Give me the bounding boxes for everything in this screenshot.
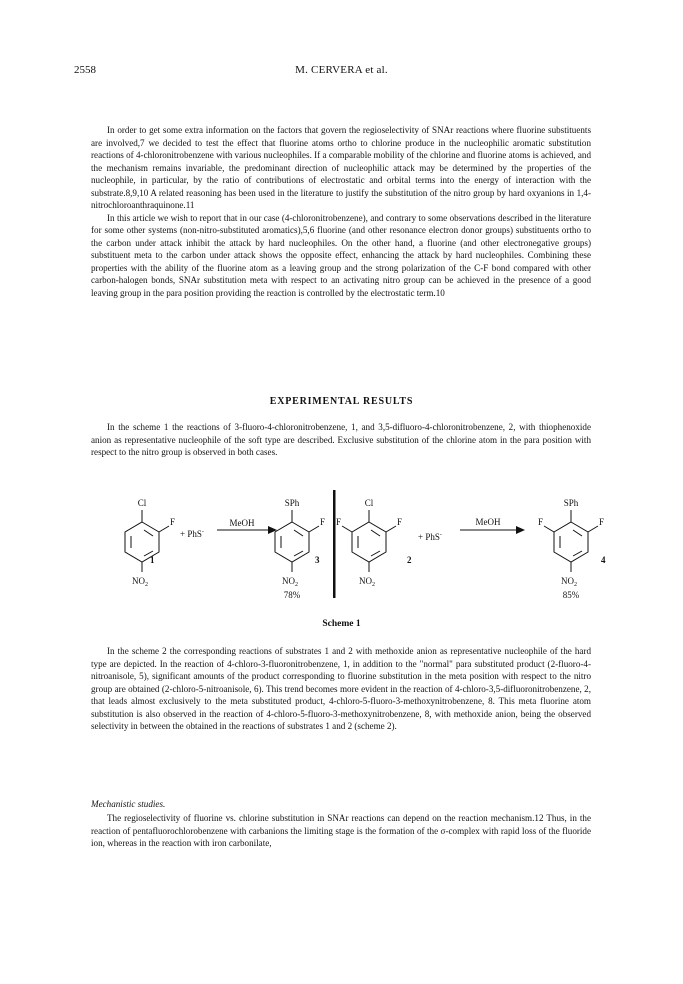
after-scheme-section bbox=[91, 645, 591, 733]
cl-label: Cl bbox=[364, 498, 374, 508]
f-label: F bbox=[320, 517, 326, 527]
page-number: 2558 bbox=[74, 64, 96, 76]
reaction-scheme bbox=[0, 474, 683, 614]
compound-number-3: 3 bbox=[315, 555, 320, 565]
reaction-arrow-1 bbox=[268, 526, 277, 534]
section-heading: EXPERIMENTAL RESULTS bbox=[269, 396, 414, 407]
results-section bbox=[91, 421, 591, 459]
scheme-caption: Scheme 1 bbox=[322, 619, 361, 629]
no2-label: $NO_2$ bbox=[282, 576, 298, 588]
no2-label: $NO_2$ bbox=[561, 576, 577, 588]
no2-label: $NO_2$ bbox=[359, 576, 375, 588]
f-label: F bbox=[335, 517, 341, 527]
benzene-ring-4 bbox=[554, 522, 588, 562]
scheme-divider bbox=[333, 490, 336, 598]
benzene-ring-3 bbox=[275, 522, 309, 562]
f-label: F bbox=[537, 517, 543, 527]
mechanistic-paragraph: The regioselectivity of fluorine vs. chlorine substitution in SNAr reactions can depend on the reaction mechanism.12 Thus, in the reaction of pentafluorochlorobenzene with carbanions the limiting stage is the formation of the σ-complex with rapid loss of the fluoride ion, whereas in the reaction with iron carbonilate, bbox=[91, 813, 591, 848]
f-label: F bbox=[170, 517, 176, 527]
cl-label: Cl bbox=[137, 498, 147, 508]
solvent-label: MeOH bbox=[475, 517, 501, 527]
f-label: F bbox=[599, 517, 605, 527]
intro-paragraph-1: In order to get some extra information on the factors that govern the regioselectivity of SNAr reactions where fluorine substituents are involved,7 we decided to test the effect that fluorine atoms ortho to chlorine produce in the nucleophilic aromatic substitution reactions of 4-chloronitrobenzene with various nucleophiles. If a comparable mobility of the chlorine and fluorine atoms is achieved, and the mechanism remains invariable, the predominant direction of nucleophilic attack may be determined by the properties of the nucleophile, in particular, by the ratio of contributions of electrostatic and orbital terms into the energy of interaction with the substrate.8,9,10 A related reasoning has been used in the literature to justify the substitution of the nitro group by hard oxyanions in 1,4-nitrochloroanthraquinone.11 bbox=[91, 125, 591, 210]
compound-number-4: 4 bbox=[601, 555, 606, 565]
compound-number-2: 2 bbox=[407, 555, 412, 565]
intro-section bbox=[91, 124, 591, 299]
sph-label: SPh bbox=[284, 498, 300, 508]
reaction-arrow-2 bbox=[516, 526, 525, 534]
mechanistic-heading: Mechanistic studies. bbox=[91, 799, 166, 809]
yield-label: 85% bbox=[562, 590, 580, 600]
f-label: F bbox=[397, 517, 403, 527]
intro-paragraph-2: In this article we wish to report that in our case (4-chloronitrobenzene), and contrary to some observations described in the literature for some other systems (non-nitro-substituted aromatics),5,6 fluorine (and other resonance electron donor groups) substituents ortho to the carbon under attack inhibit the attack by hard nucleophiles. On the other hand, a fluorine (and other electronegative groups) substituent meta to the carbon under attack shows the opposite effect, enhancing the attack by hard nucleophiles. Combining these properties with the ability of the fluorine atom as a leaving group and the strong polarization of the C-F bond compared with other carbon-halogen bonds, SNAr substitution meta with respect to an activating nitro group can be achieved in the presence of a good leaving group in the para position providing the reaction is controlled by the electrostatic term.10 bbox=[91, 212, 591, 298]
running-head: M. CERVERA et al. bbox=[295, 64, 388, 76]
sph-label: SPh bbox=[563, 498, 579, 508]
mechanistic-section bbox=[91, 812, 591, 850]
solvent-label: MeOH bbox=[229, 518, 255, 528]
reagent-label: + PhS- bbox=[418, 532, 442, 542]
reagent-label: + PhS- bbox=[180, 529, 204, 539]
no2-label: $NO_2$ bbox=[132, 576, 148, 588]
results-paragraph-1: In the scheme 1 the reactions of 3-fluoro-4-chloronitrobenzene, 1, and 3,5-difluoro-4-chloronitrobenzene, 2, with thiophenoxide anion as representative nucleophile of the soft type are described. Exclusive substitution of the chlorine atom in the para position with respect to the nitro group is observed in both cases. bbox=[91, 422, 591, 457]
yield-label: 78% bbox=[283, 590, 301, 600]
benzene-ring-2 bbox=[352, 522, 386, 562]
compound-number-1: 1 bbox=[150, 555, 155, 565]
scheme2-paragraph: In the scheme 2 the corresponding reactions of substrates 1 and 2 with methoxide anion as representative nucleophile of the hard type are depicted. In the reaction of 4-chloro-3-fluoronitrobenzene, 1, in addition to the "normal" para substituted product (2-fluoro-4-nitroanisole, 5), significant amounts of the product corresponding to fluorine substitution in the meta position with respect to the nitro group are obtained (2-chloro-5-nitroanisole, 6). This trend becomes more evident in the reaction of 4-chloro-3,5-difluoronitrobenzene, 2, that leads almost exclusively to the meta substituted product, 4-chloro-5-fluoro-3-methoxynitrobenzene, 8. This meta fluorine atom substitution is also observed in the reaction of 4-chloro-5-fluoro-3-methoxynitrobenzene, 8, with methoxide anion, being the observed selectivity in between the obtained in the reactions of substrates 1 and 2 (scheme 2). bbox=[91, 646, 591, 731]
